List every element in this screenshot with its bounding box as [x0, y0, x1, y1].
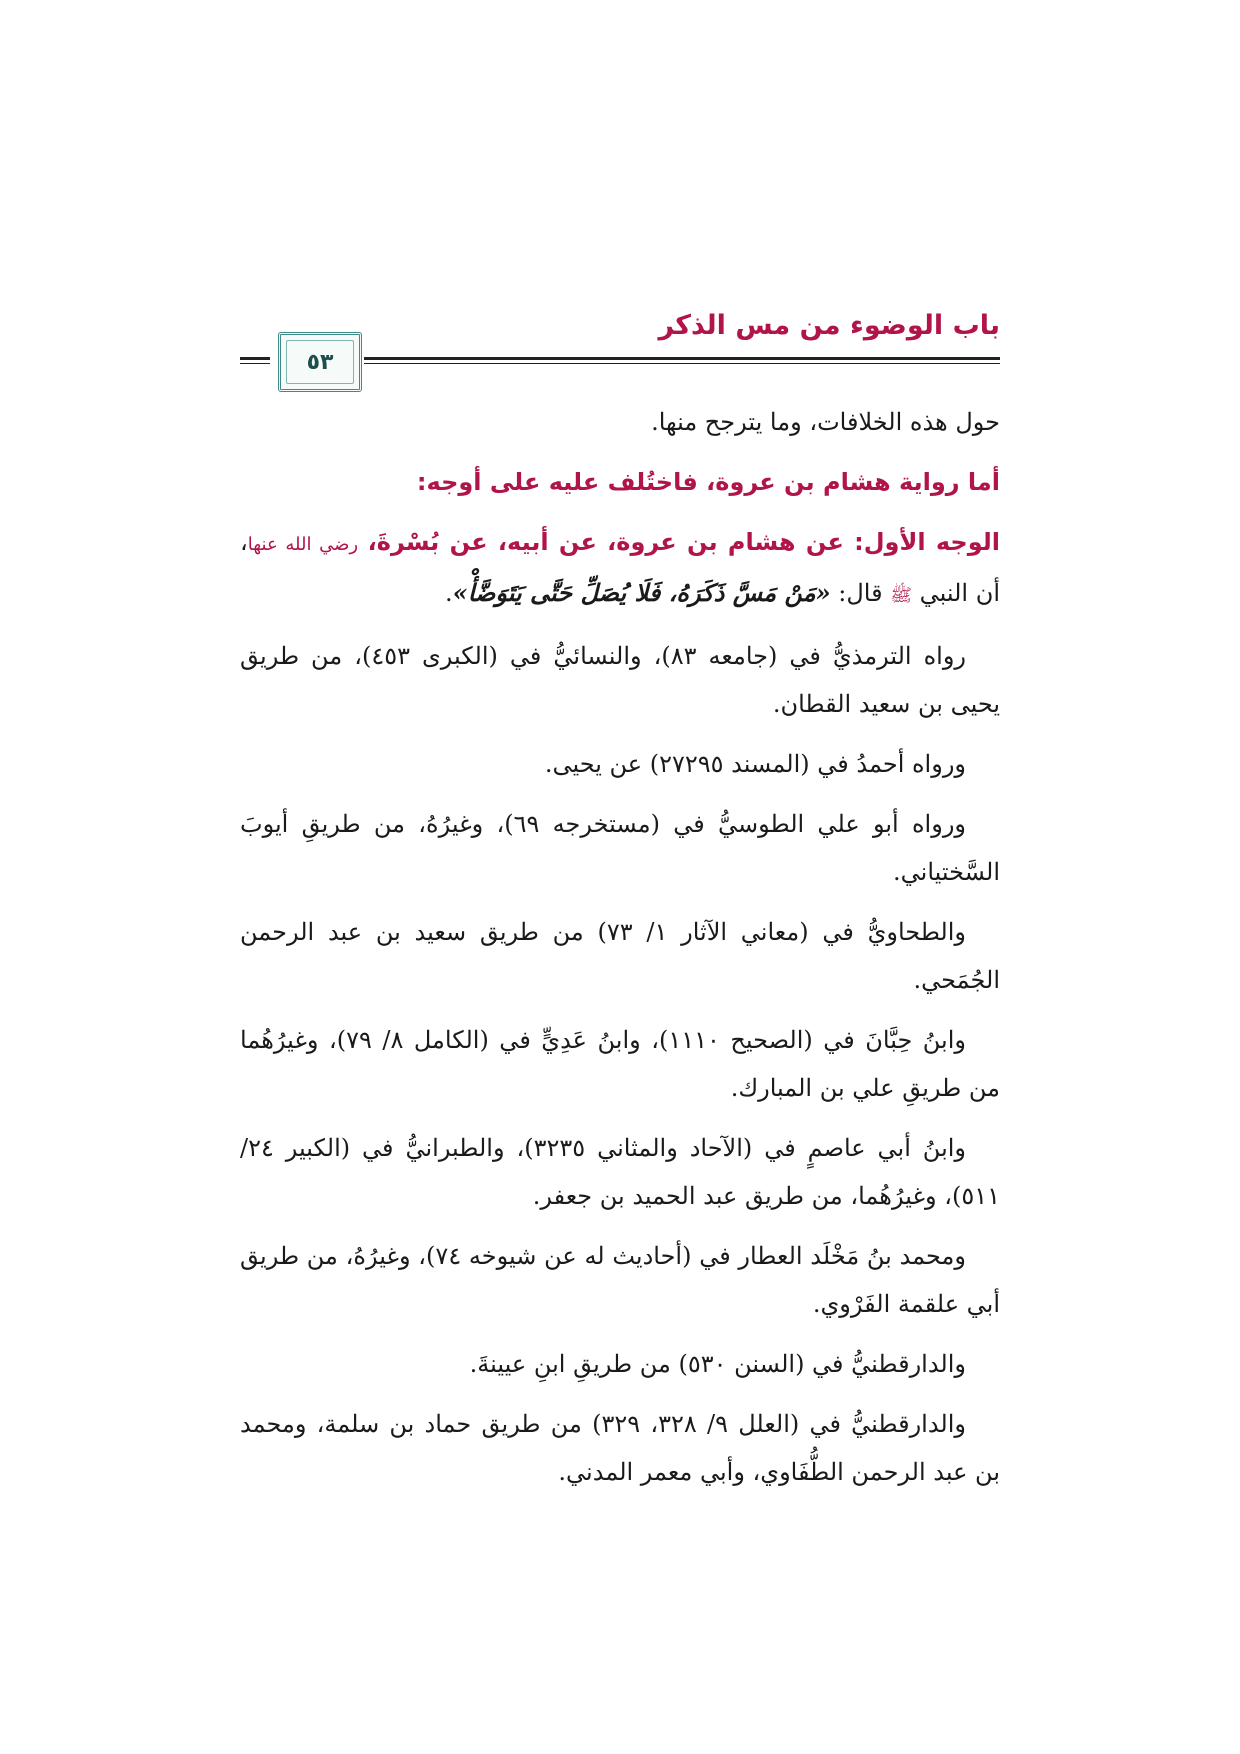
section-heading: أما رواية هشام بن عروة، فاختُلف عليه على أوجه:: [416, 468, 1000, 496]
paragraph: ورواه أبو علي الطوسيُّ في (مستخرجه ٦٩)، وغيرُهُ، من طريقِ أيوبَ السَّختياني.: [240, 810, 1000, 886]
paragraph: والطحاويُّ في (معاني الآثار ١/ ٧٣) من طريق سعيد بن عبد الرحمن الجُمَحي.: [240, 918, 1000, 994]
paragraph: ومحمد بنُ مَخْلَد العطار في (أحاديث له عن شيوخه ٧٤)، وغيرُهُ، من طريق أبي علقمة الفَرْوي.: [240, 1242, 1000, 1318]
hadith-text: «مَنْ مَسَّ ذَكَرَهُ، فَلَا يُصَلِّ حَتَّى يَتَوَضَّأْ»: [452, 578, 831, 607]
hadith-paragraph: [240, 518, 1000, 620]
paragraph: وابنُ حِبَّانَ في (الصحيح ١١١٠)، وابنُ عَدِيٍّ في (الكامل ٨/ ٧٩)، وغيرُهُما من طريقِ علي بن المبارك.: [240, 1026, 1000, 1102]
page-number-badge: [278, 332, 362, 392]
paragraph-text: قال:: [830, 579, 883, 607]
paragraph: وابنُ أبي عاصمٍ في (الآحاد والمثاني ٣٢٣٥)، والطبرانيُّ في (الكبير ٢٤/ ٥١١)، وغيرُهُما، من طريق عبد الحميد بن جعفر.: [240, 1134, 1000, 1210]
paragraph: والدارقطنيُّ في (العلل ٩/ ٣٢٨، ٣٢٩) من طريق حماد بن سلمة، ومحمد بن عبد الرحمن الطُّفَاوي، وأبي معمر المدني.: [240, 1410, 1000, 1486]
page-number: ٥٣: [306, 349, 334, 375]
paragraph: حول هذه الخلافات، وما يترجح منها.: [651, 408, 1000, 436]
paragraph-text: ، أن النبي: [240, 528, 1000, 607]
honorific-symbol: رضي الله عنها: [247, 534, 359, 555]
page-header: [240, 310, 1000, 390]
header-rule: [364, 357, 1000, 364]
paragraph: والدارقطنيُّ في (السنن ٥٣٠) من طريقِ ابنِ عيينةَ.: [469, 1350, 966, 1378]
page-body: [240, 398, 1000, 1508]
chapter-title: باب الوضوء من مس الذكر: [658, 310, 1000, 341]
variant-heading: الوجه الأول: عن هشام بن عروة، عن أبيه، عن بُسْرةَ،: [367, 528, 1000, 556]
paragraph-text: .: [445, 579, 453, 607]
paragraph: ورواه أحمدُ في (المسند ٢٧٢٩٥) عن يحيى.: [544, 750, 966, 778]
honorific-symbol: ﷺ: [890, 585, 912, 606]
header-rule-left: [240, 357, 270, 364]
paragraph: رواه الترمذيُّ في (جامعه ٨٣)، والنسائيُّ في (الكبرى ٤٥٣)، من طريق يحيى بن سعيد القطان.: [240, 642, 1000, 718]
